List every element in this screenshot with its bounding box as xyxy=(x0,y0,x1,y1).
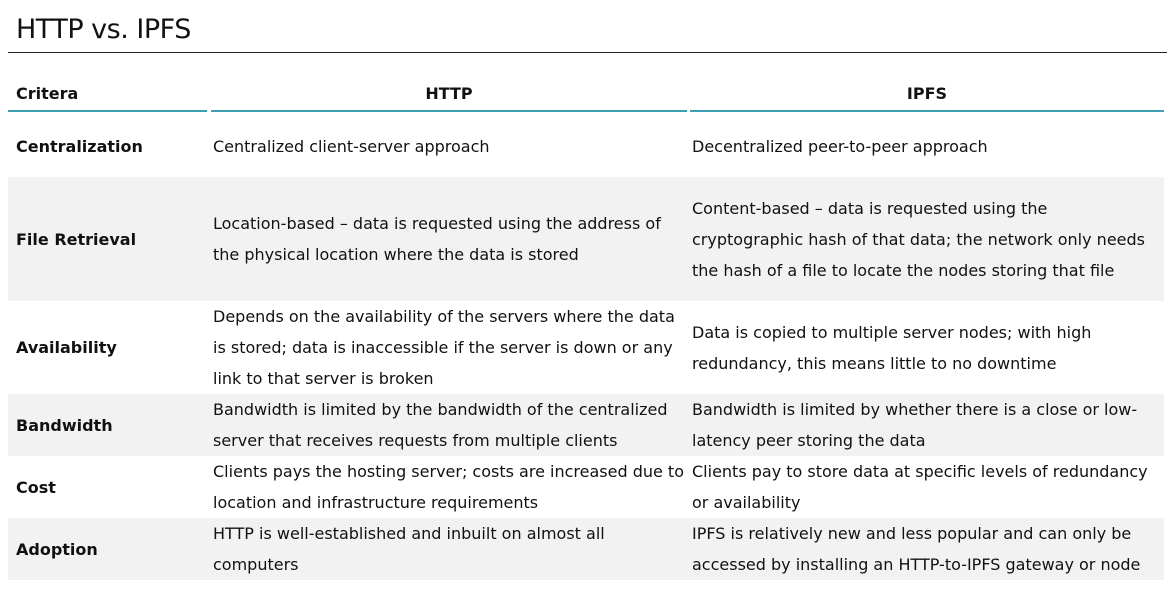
ipfs-text: Data is copied to multiple server nodes; with high redundancy, this means little to no downtime xyxy=(692,322,1092,373)
row-criterion xyxy=(8,177,207,301)
table-row xyxy=(8,518,1164,580)
table-row xyxy=(8,177,1164,301)
row-http-cell xyxy=(213,394,688,456)
page-title: HTTP vs. IPFS xyxy=(16,14,191,45)
ipfs-text: Clients pay to store data at specific levels of redundancy or availability xyxy=(692,462,1148,512)
row-http-cell xyxy=(213,518,688,580)
ipfs-text: Content-based – data is requested using the cryptographic hash of that data; the network only needs the hash of a file to locate the nodes storing that file xyxy=(692,198,1145,280)
http-text: Location-based – data is requested using the address of the physical location where the data is stored xyxy=(213,214,661,264)
title-rule xyxy=(8,52,1167,53)
table-row xyxy=(8,115,1164,177)
row-http-cell xyxy=(213,115,688,177)
row-http-cell xyxy=(213,177,688,301)
criterion-text: File Retrieval xyxy=(16,229,137,249)
row-criterion xyxy=(8,518,207,580)
table-row xyxy=(8,301,1164,394)
criterion-text: Centralization xyxy=(16,136,143,156)
row-http-cell xyxy=(213,301,688,394)
http-text: Depends on the availability of the servers where the data is stored; data is inaccessible if the server is down or any link to that server is broken xyxy=(213,307,675,388)
http-text: Clients pays the hosting server; costs are increased due to location and infrastructure requirements xyxy=(213,462,684,512)
row-ipfs-cell xyxy=(692,456,1162,518)
criterion-text: Cost xyxy=(16,477,56,497)
header-rule xyxy=(690,110,1164,112)
ipfs-text: Bandwidth is limited by whether there is a close or low-latency peer storing the data xyxy=(692,400,1138,450)
header-ipfs xyxy=(690,76,1164,112)
row-criterion xyxy=(8,115,207,177)
criterion-text: Adoption xyxy=(16,539,98,559)
ipfs-text: Decentralized peer-to-peer approach xyxy=(692,136,988,156)
row-ipfs-cell xyxy=(692,518,1162,580)
http-text: Centralized client-server approach xyxy=(213,136,490,156)
row-criterion xyxy=(8,301,207,394)
criterion-text: Bandwidth xyxy=(16,415,113,435)
row-ipfs-cell xyxy=(692,394,1162,456)
header-criteria xyxy=(8,76,207,112)
row-criterion xyxy=(8,456,207,518)
ipfs-text: IPFS is relatively new and less popular and can only be accessed by installing an HTTP-to-IPFS gateway or node xyxy=(692,524,1141,574)
header-http-label: HTTP xyxy=(425,84,473,103)
row-ipfs-cell xyxy=(692,177,1162,301)
header-http xyxy=(211,76,687,112)
header-rule xyxy=(211,110,687,112)
row-ipfs-cell xyxy=(692,301,1162,394)
http-text: Bandwidth is limited by the bandwidth of the centralized server that receives requests from multiple clients xyxy=(213,400,668,450)
http-text: HTTP is well-established and inbuilt on almost all computers xyxy=(213,524,605,574)
criterion-text: Availability xyxy=(16,338,117,357)
header-criteria-label: Critera xyxy=(16,84,79,103)
header-ipfs-label: IPFS xyxy=(906,84,948,103)
table-row xyxy=(8,394,1164,456)
header-rule xyxy=(8,110,207,112)
table-row xyxy=(8,456,1164,518)
row-http-cell xyxy=(213,456,688,518)
row-ipfs-cell xyxy=(692,115,1162,177)
row-criterion xyxy=(8,394,207,456)
